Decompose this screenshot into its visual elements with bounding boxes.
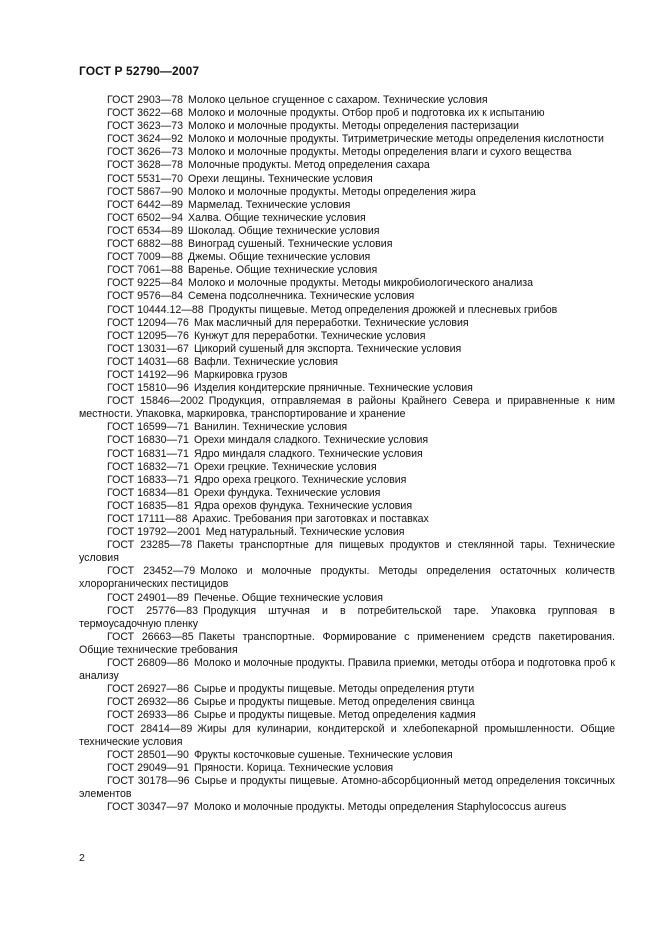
reference-code: ГОСТ 2903—78 [107,94,184,106]
reference-title: Мак масличный для переработки. Технические условия [193,316,469,329]
reference-entry [79,290,615,303]
reference-code: ГОСТ 16830—71 [107,434,189,447]
reference-entry [79,657,615,683]
reference-entry [79,212,615,225]
reference-entry [79,238,615,251]
reference-title: Фрукты косточковые сушеные. Технические условия [193,748,453,761]
reference-code: ГОСТ 16599—71 [107,421,189,434]
reference-title: Продукция штучная и в потребительской таре. Упаковка групповая в термоусадочную пленку [79,604,615,630]
reference-code: ГОСТ 16835—81 [107,499,189,512]
reference-code: ГОСТ 14031—68 [107,355,189,368]
reference-entry [79,723,615,749]
reference-entry [79,709,615,722]
reference-code: ГОСТ 9225—84 [107,277,184,290]
reference-entry [79,107,615,120]
reference-title: Варенье. Общие технические условия [188,264,378,277]
reference-title: Продукты пищевые. Метод определения дрожжей и плесневых грибов [208,303,558,316]
reference-title: Молоко и молочные продукты. Отбор проб и подготовка их к испытанию [188,107,545,120]
reference-entry [79,592,615,605]
reference-title: Ванилин. Технические условия [193,421,348,434]
reference-code: ГОСТ 25776—83 [107,604,199,617]
reference-code: ГОСТ 6442—89 [107,198,184,211]
reference-entry [79,225,615,238]
reference-title: Орехи грецкие. Технические условия [193,460,377,473]
reference-code: ГОСТ 16833—71 [107,473,189,486]
reference-title: Цикорий сушеный для экспорта. Технические условия [193,342,462,355]
reference-code: ГОСТ 3623—73 [107,120,184,133]
reference-title: Виноград сушеный. Технические условия [188,238,393,251]
reference-code: ГОСТ 26933—86 [107,709,189,722]
reference-entry [79,513,615,526]
reference-code: ГОСТ 5867—90 [107,185,184,198]
reference-code: ГОСТ 3628—78 [107,159,184,172]
reference-code: ГОСТ 12094—76 [107,316,189,329]
reference-entry [79,683,615,696]
reference-title: Орехи миндаля сладкого. Технические условия [193,434,429,447]
reference-entry [79,448,615,461]
reference-code: ГОСТ 16832—71 [107,460,189,473]
reference-title: Молоко и молочные продукты. Методы определения жира [188,185,476,198]
reference-entry [79,421,615,434]
reference-code: ГОСТ 28501—90 [107,748,189,761]
normative-references-list [79,94,615,814]
reference-code: ГОСТ 6882—88 [107,238,184,251]
reference-code: ГОСТ 12095—76 [107,329,189,342]
reference-title: Ядро миндаля сладкого. Технические условия [193,447,423,460]
reference-code: ГОСТ 23452—79 [107,565,196,578]
reference-title: Молоко и молочные продукты. Титриметрические методы определения кислотности [188,133,604,146]
reference-code: ГОСТ 15846—2002 [107,395,204,408]
reference-code: ГОСТ 26927—86 [107,683,189,696]
reference-code: ГОСТ 16831—71 [107,447,189,460]
reference-entry [79,487,615,500]
reference-title: Молочные продукты. Метод определения сахара [188,159,430,172]
reference-code: ГОСТ 30347—97 [107,801,189,814]
reference-entry [79,749,615,762]
reference-entry [79,775,615,801]
reference-code: ГОСТ 10444.12—88 [107,303,204,316]
reference-entry [79,133,615,146]
reference-entry [79,539,615,565]
reference-title: Орехи лещины. Технические условия [188,172,373,185]
reference-entry [79,251,615,264]
reference-title: Сырье и продукты пищевые. Методы определения ртути [193,683,475,696]
reference-code: ГОСТ 3622—68 [107,107,184,120]
reference-entry [79,605,615,631]
reference-code: ГОСТ 30178—96 [107,774,190,787]
reference-entry [79,369,615,382]
reference-title: Молоко и молочные продукты. Правила приемки, методы отбора и подготовка проб к анализу [79,657,615,683]
reference-entry [79,696,615,709]
reference-entry [79,565,615,591]
reference-title: Сырье и продукты пищевые. Атомно-абсорбционный метод определения токсичных элементов [79,774,615,800]
reference-title: Мармелад. Технические условия [188,198,351,211]
reference-entry [79,146,615,159]
reference-title: Джемы. Общие технические условия [188,251,371,264]
reference-entry [79,186,615,199]
reference-entry [79,264,615,277]
reference-entry [79,173,615,186]
reference-entry [79,277,615,290]
reference-entry [79,461,615,474]
reference-code: ГОСТ 16834—81 [107,486,189,499]
reference-code: ГОСТ 14192—96 [107,368,189,381]
reference-title: Сырье и продукты пищевые. Метод определения свинца [193,696,475,709]
reference-title: Кунжут для переработки. Технические условия [193,329,426,342]
reference-title: Мед натуральный. Технические условия [205,526,405,539]
reference-code: ГОСТ 3626—73 [107,146,184,159]
page-header: ГОСТ Р 52790—2007 [79,64,200,78]
reference-entry [79,304,615,317]
reference-code: ГОСТ 23285—78 [107,539,193,552]
reference-code: ГОСТ 7061—88 [107,264,184,277]
reference-title: Вафли. Технические условия [193,355,339,368]
reference-entry [79,330,615,343]
reference-entry [79,434,615,447]
reference-title: Орехи фундука. Технические условия [193,486,381,499]
reference-title: Молоко и молочные продукты. Методы микробиологического анализа [188,277,534,290]
reference-title: Ядро ореха грецкого. Технические условия [193,473,407,486]
reference-title: Пакеты транспортные. Формирование с применением средств пакетирования. Общие технические требования [79,630,615,656]
reference-title: Пакеты транспортные для пищевых продуктов и стеклянной тары. Технические условия [79,539,615,565]
reference-code: ГОСТ 29049—91 [107,761,189,774]
reference-entry [79,382,615,395]
reference-entry [79,395,615,421]
reference-title: Молоко и молочные продукты. Методы определения пастеризации [188,120,519,133]
reference-code: ГОСТ 26663—85 [107,630,194,643]
reference-entry [79,801,615,814]
reference-code: ГОСТ 6502—94 [107,211,184,224]
reference-title: Маркировка грузов [193,368,288,381]
reference-code: ГОСТ 26932—86 [107,696,189,709]
reference-code: ГОСТ 5531—70 [107,172,184,185]
reference-title: Молоко цельное сгущенное с сахаром. Технические условия [188,94,488,106]
reference-title: Молоко и молочные продукты. Методы определения Staphylococcus aureus [193,801,567,814]
reference-code: ГОСТ 26809—86 [107,657,189,670]
reference-title: Арахис. Требования при заготовках и поставках [192,513,429,525]
reference-code: ГОСТ 19792—2001 [107,526,201,539]
reference-code: ГОСТ 7009—88 [107,251,184,264]
reference-code: ГОСТ 28414—89 [107,722,193,735]
reference-code: ГОСТ 17111—88 [107,513,188,525]
reference-title: Продукция, отправляемая в районы Крайнего Севера и приравненные к ним местности. Упаковка, маркировка, транспортирование и хранение [79,395,615,421]
reference-entry [79,159,615,172]
reference-title: Пряности. Корица. Технические условия [193,761,394,774]
reference-title: Молоко и молочные продукты. Методы определения влаги и сухого вещества [188,146,572,159]
reference-entry [79,526,615,539]
reference-code: ГОСТ 3624—92 [107,133,184,146]
reference-code: ГОСТ 24901—89 [107,591,189,604]
reference-code: ГОСТ 6534—89 [107,224,184,237]
reference-title: Семена подсолнечника. Технические условия [188,290,415,303]
reference-code: ГОСТ 9576—84 [107,290,184,303]
reference-entry [79,120,615,133]
reference-title: Жиры для кулинарии, кондитерской и хлебопекарной промышленности. Общие технические условия [79,722,615,748]
reference-entry [79,762,615,775]
reference-entry [79,474,615,487]
reference-entry [79,343,615,356]
reference-entry [79,317,615,330]
reference-code: ГОСТ 13031—67 [107,342,189,355]
reference-entry [79,356,615,369]
reference-title: Сырье и продукты пищевые. Метод определения кадмия [193,709,476,722]
page-number: 2 [79,852,85,864]
reference-title: Изделия кондитерские пряничные. Технические условия [193,382,473,395]
reference-entry [79,94,615,107]
reference-title: Халва. Общие технические условия [188,211,366,224]
reference-entry [79,199,615,212]
reference-entry [79,500,615,513]
reference-entry [79,631,615,657]
reference-title: Шоколад. Общие технические условия [188,224,380,237]
reference-title: Печенье. Общие технические условия [193,591,383,604]
reference-code: ГОСТ 15810—96 [107,382,189,395]
reference-title: Ядра орехов фундука. Технические условия [193,499,413,512]
reference-title: Молоко и молочные продукты. Методы определения остаточных количеств хлорорганических пестицидов [79,565,615,591]
